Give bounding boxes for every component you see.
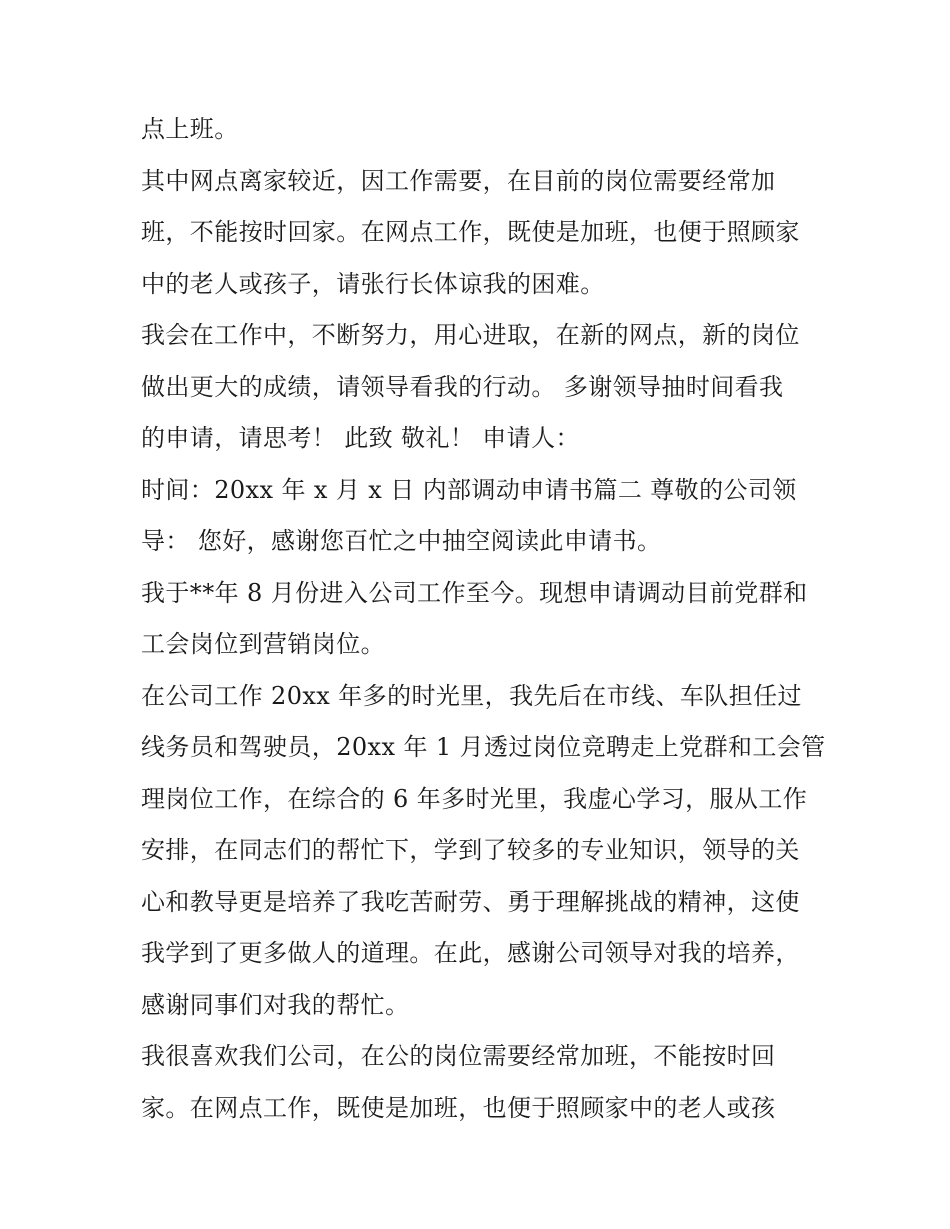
text-line: 其中网点离家较近，因工作需要，在目前的岗位需要经常加	[141, 166, 776, 195]
text-line: 我会在工作中，不断努力，用心进取，在新的网点，新的岗位	[141, 321, 800, 349]
text-line: 家。在网点工作，既使是加班，也便于照顾家中的老人或孩	[141, 1093, 776, 1122]
text-line: 心和教导更是培养了我吃苦耐劳、勇于理解挑战的精神，这使	[141, 887, 800, 916]
text-line: 线务员和驾驶员，20xx 年 1 月透过岗位竞聘走上党群和工会管	[141, 733, 826, 761]
text-line: 理岗位工作，在综合的 6 年多时光里，我虚心学习，服从工作	[141, 784, 808, 813]
text-line: 感谢同事们对我的帮忙。	[141, 990, 410, 1019]
text-line: 点上班。	[141, 115, 239, 143]
document-body	[141, 104, 826, 1134]
text-line: 中的老人或孩子，请张行长体谅我的困难。	[141, 269, 605, 298]
text-line: 安排，在同志们的帮忙下，学到了较多的专业知识，领导的关	[141, 836, 800, 864]
text-line: 导： 您好，感谢您百忙之中抽空阅读此申请书。	[141, 527, 662, 555]
text-line: 我学到了更多做人的道理。在此，感谢公司领导对我的培养，	[141, 939, 800, 967]
text-line: 的申请，请思考！ 此致 敬礼！ 申请人：	[141, 424, 580, 452]
text-line: 时间：20xx 年 x 月 x 日 内部调动申请书篇二 尊敬的公司领	[141, 475, 797, 504]
text-line: 在公司工作 20xx 年多的时光里，我先后在市线、车队担任过	[141, 681, 802, 710]
text-line: 做出更大的成绩，请领导看我的行动。 多谢领导抽时间看我	[141, 372, 784, 401]
text-line: 我于**年 8 月份进入公司工作至今。现想申请调动目前党群和	[141, 578, 808, 607]
text-line: 班，不能按时回家。在网点工作，既使是加班，也便于照顾家	[141, 218, 800, 246]
text-line: 工会岗位到营销岗位。	[141, 630, 385, 658]
text-line: 我很喜欢我们公司，在公的岗位需要经常加班，不能按时回	[141, 1042, 776, 1070]
